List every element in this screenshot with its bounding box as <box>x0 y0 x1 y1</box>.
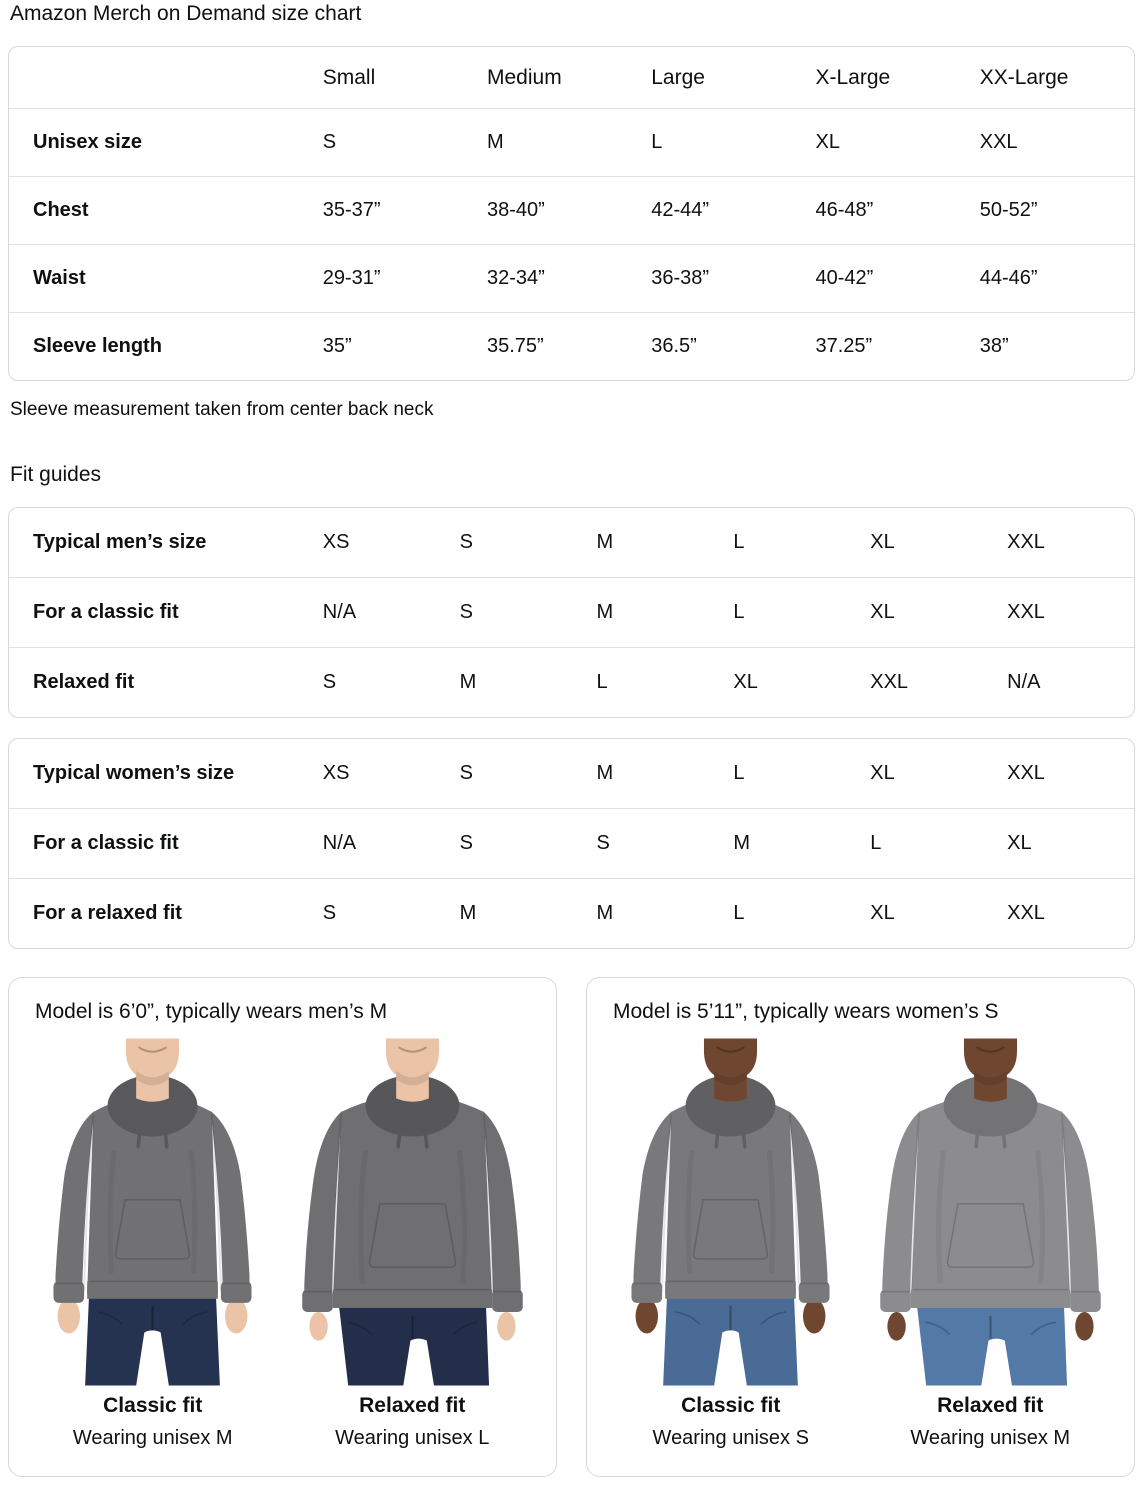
row-label: For a classic fit <box>33 601 179 623</box>
size-value: M <box>733 832 751 854</box>
size-value: 36-38” <box>651 267 710 289</box>
size-value: 42-44” <box>651 199 710 221</box>
column-header-large: Large <box>651 65 705 89</box>
womens-classic-figure <box>601 1038 861 1450</box>
size-value: S <box>322 131 337 153</box>
row-label: Chest <box>33 199 89 221</box>
size-value: L <box>651 131 663 153</box>
size-value: XS <box>322 531 350 553</box>
column-header-small: Small <box>322 65 376 89</box>
column-header-xx-large: XX-Large <box>979 65 1069 89</box>
row-chest <box>9 176 1134 244</box>
size-value: N/A <box>322 832 357 854</box>
size-value: M <box>596 902 614 924</box>
size-value: M <box>596 601 614 623</box>
wearing-label: Wearing unisex S <box>652 1427 809 1449</box>
row-label: Typical men’s size <box>33 531 207 553</box>
row-waist <box>9 244 1134 312</box>
fit-label: Relaxed fit <box>937 1394 1044 1417</box>
size-value: S <box>459 531 473 553</box>
mens-model-card-title: Model is 6’0”, typically wears men’s M <box>35 1000 388 1023</box>
size-value: 35” <box>322 335 352 357</box>
womens-model-card <box>586 977 1135 1477</box>
womens-figures <box>601 1038 1120 1450</box>
size-value: 50-52” <box>979 199 1038 221</box>
size-value: S <box>459 762 473 784</box>
womens-relaxed-figure <box>861 1038 1121 1450</box>
size-value: 44-46” <box>979 267 1038 289</box>
size-value: XL <box>815 131 840 153</box>
size-value: XXL <box>1007 762 1045 784</box>
sleeve-note: Sleeve measurement taken from center back neck <box>10 399 434 420</box>
fit-label: Classic fit <box>681 1394 781 1417</box>
mens-fit-table <box>8 507 1135 718</box>
womens-model-card-title: Model is 5’11”, typically wears women’s S <box>613 1000 999 1023</box>
mens-classic-figure <box>23 1038 283 1450</box>
size-value: N/A <box>1007 671 1041 693</box>
size-value: L <box>733 601 745 623</box>
size-value: 40-42” <box>815 267 874 289</box>
row-typical-womens-size <box>9 739 1134 808</box>
womens-relaxed-fit-photo <box>868 1038 1113 1386</box>
fit-label: Classic fit <box>103 1394 203 1417</box>
size-value: XXL <box>979 131 1018 153</box>
size-value: 35.75” <box>487 335 544 357</box>
size-value: S <box>459 601 473 623</box>
size-value: M <box>596 531 614 553</box>
size-value: N/A <box>322 601 357 623</box>
size-value: L <box>596 671 608 693</box>
size-value: S <box>459 832 473 854</box>
page-title: Amazon Merch on Demand size chart <box>10 2 362 25</box>
womens-classic-fit-photo <box>608 1038 853 1386</box>
mens-model-card <box>8 977 557 1477</box>
row-womens-relaxed-fit <box>9 878 1134 948</box>
column-header-medium: Medium <box>487 65 562 89</box>
row-womens-classic-fit <box>9 808 1134 878</box>
row-label: Sleeve length <box>33 335 162 357</box>
size-value: M <box>487 131 504 153</box>
row-label: For a relaxed fit <box>33 902 182 924</box>
size-value: 36.5” <box>651 335 697 357</box>
size-value: XXL <box>1007 902 1045 924</box>
size-value: XL <box>870 902 895 924</box>
size-value: XL <box>733 671 758 693</box>
size-value: S <box>596 832 610 854</box>
mens-relaxed-fit-photo <box>290 1038 535 1386</box>
size-value: L <box>870 832 882 854</box>
wearing-label: Wearing unisex M <box>72 1427 233 1449</box>
mens-classic-fit-photo <box>30 1038 275 1386</box>
size-value: 32-34” <box>487 267 545 289</box>
size-value: 38-40” <box>487 199 545 221</box>
size-value: L <box>733 531 745 553</box>
size-value: XL <box>1007 832 1032 854</box>
size-value: M <box>459 671 477 693</box>
size-value: S <box>322 902 337 924</box>
model-cards <box>8 977 1135 1477</box>
fit-label: Relaxed fit <box>359 1394 466 1417</box>
size-value: XXL <box>1007 531 1045 553</box>
size-value: M <box>596 762 614 784</box>
row-unisex-size <box>9 108 1134 176</box>
size-value: XL <box>870 601 895 623</box>
row-sleeve-length <box>9 312 1134 380</box>
size-value: L <box>733 902 745 924</box>
size-value: XXL <box>870 671 909 693</box>
row-label: Unisex size <box>33 131 142 153</box>
size-value: XL <box>870 531 895 553</box>
size-value: XL <box>870 762 895 784</box>
size-value: 35-37” <box>322 199 381 221</box>
wearing-label: Wearing unisex L <box>335 1427 490 1449</box>
size-value: L <box>733 762 745 784</box>
row-label: Typical women’s size <box>33 762 235 784</box>
size-value: 29-31” <box>322 267 381 289</box>
row-mens-classic-fit <box>9 577 1134 647</box>
size-value: 46-48” <box>815 199 874 221</box>
row-typical-mens-size <box>9 508 1134 577</box>
size-value: 37.25” <box>815 335 873 357</box>
row-mens-relaxed-fit <box>9 647 1134 717</box>
size-chart-header-row <box>9 47 1134 108</box>
fit-guides-heading: Fit guides <box>10 463 102 486</box>
column-header-x-large: X-Large <box>815 65 891 89</box>
mens-figures <box>23 1038 542 1450</box>
size-value: S <box>322 671 337 693</box>
size-value: M <box>459 902 477 924</box>
mens-relaxed-figure <box>283 1038 543 1450</box>
size-chart-table <box>8 46 1135 381</box>
size-value: XXL <box>1007 601 1045 623</box>
row-label: Relaxed fit <box>33 671 135 693</box>
wearing-label: Wearing unisex M <box>910 1427 1071 1449</box>
womens-fit-table <box>8 738 1135 949</box>
row-label: For a classic fit <box>33 832 179 854</box>
size-value: XS <box>322 762 350 784</box>
size-value: 38” <box>979 335 1009 357</box>
row-label: Waist <box>33 267 86 289</box>
